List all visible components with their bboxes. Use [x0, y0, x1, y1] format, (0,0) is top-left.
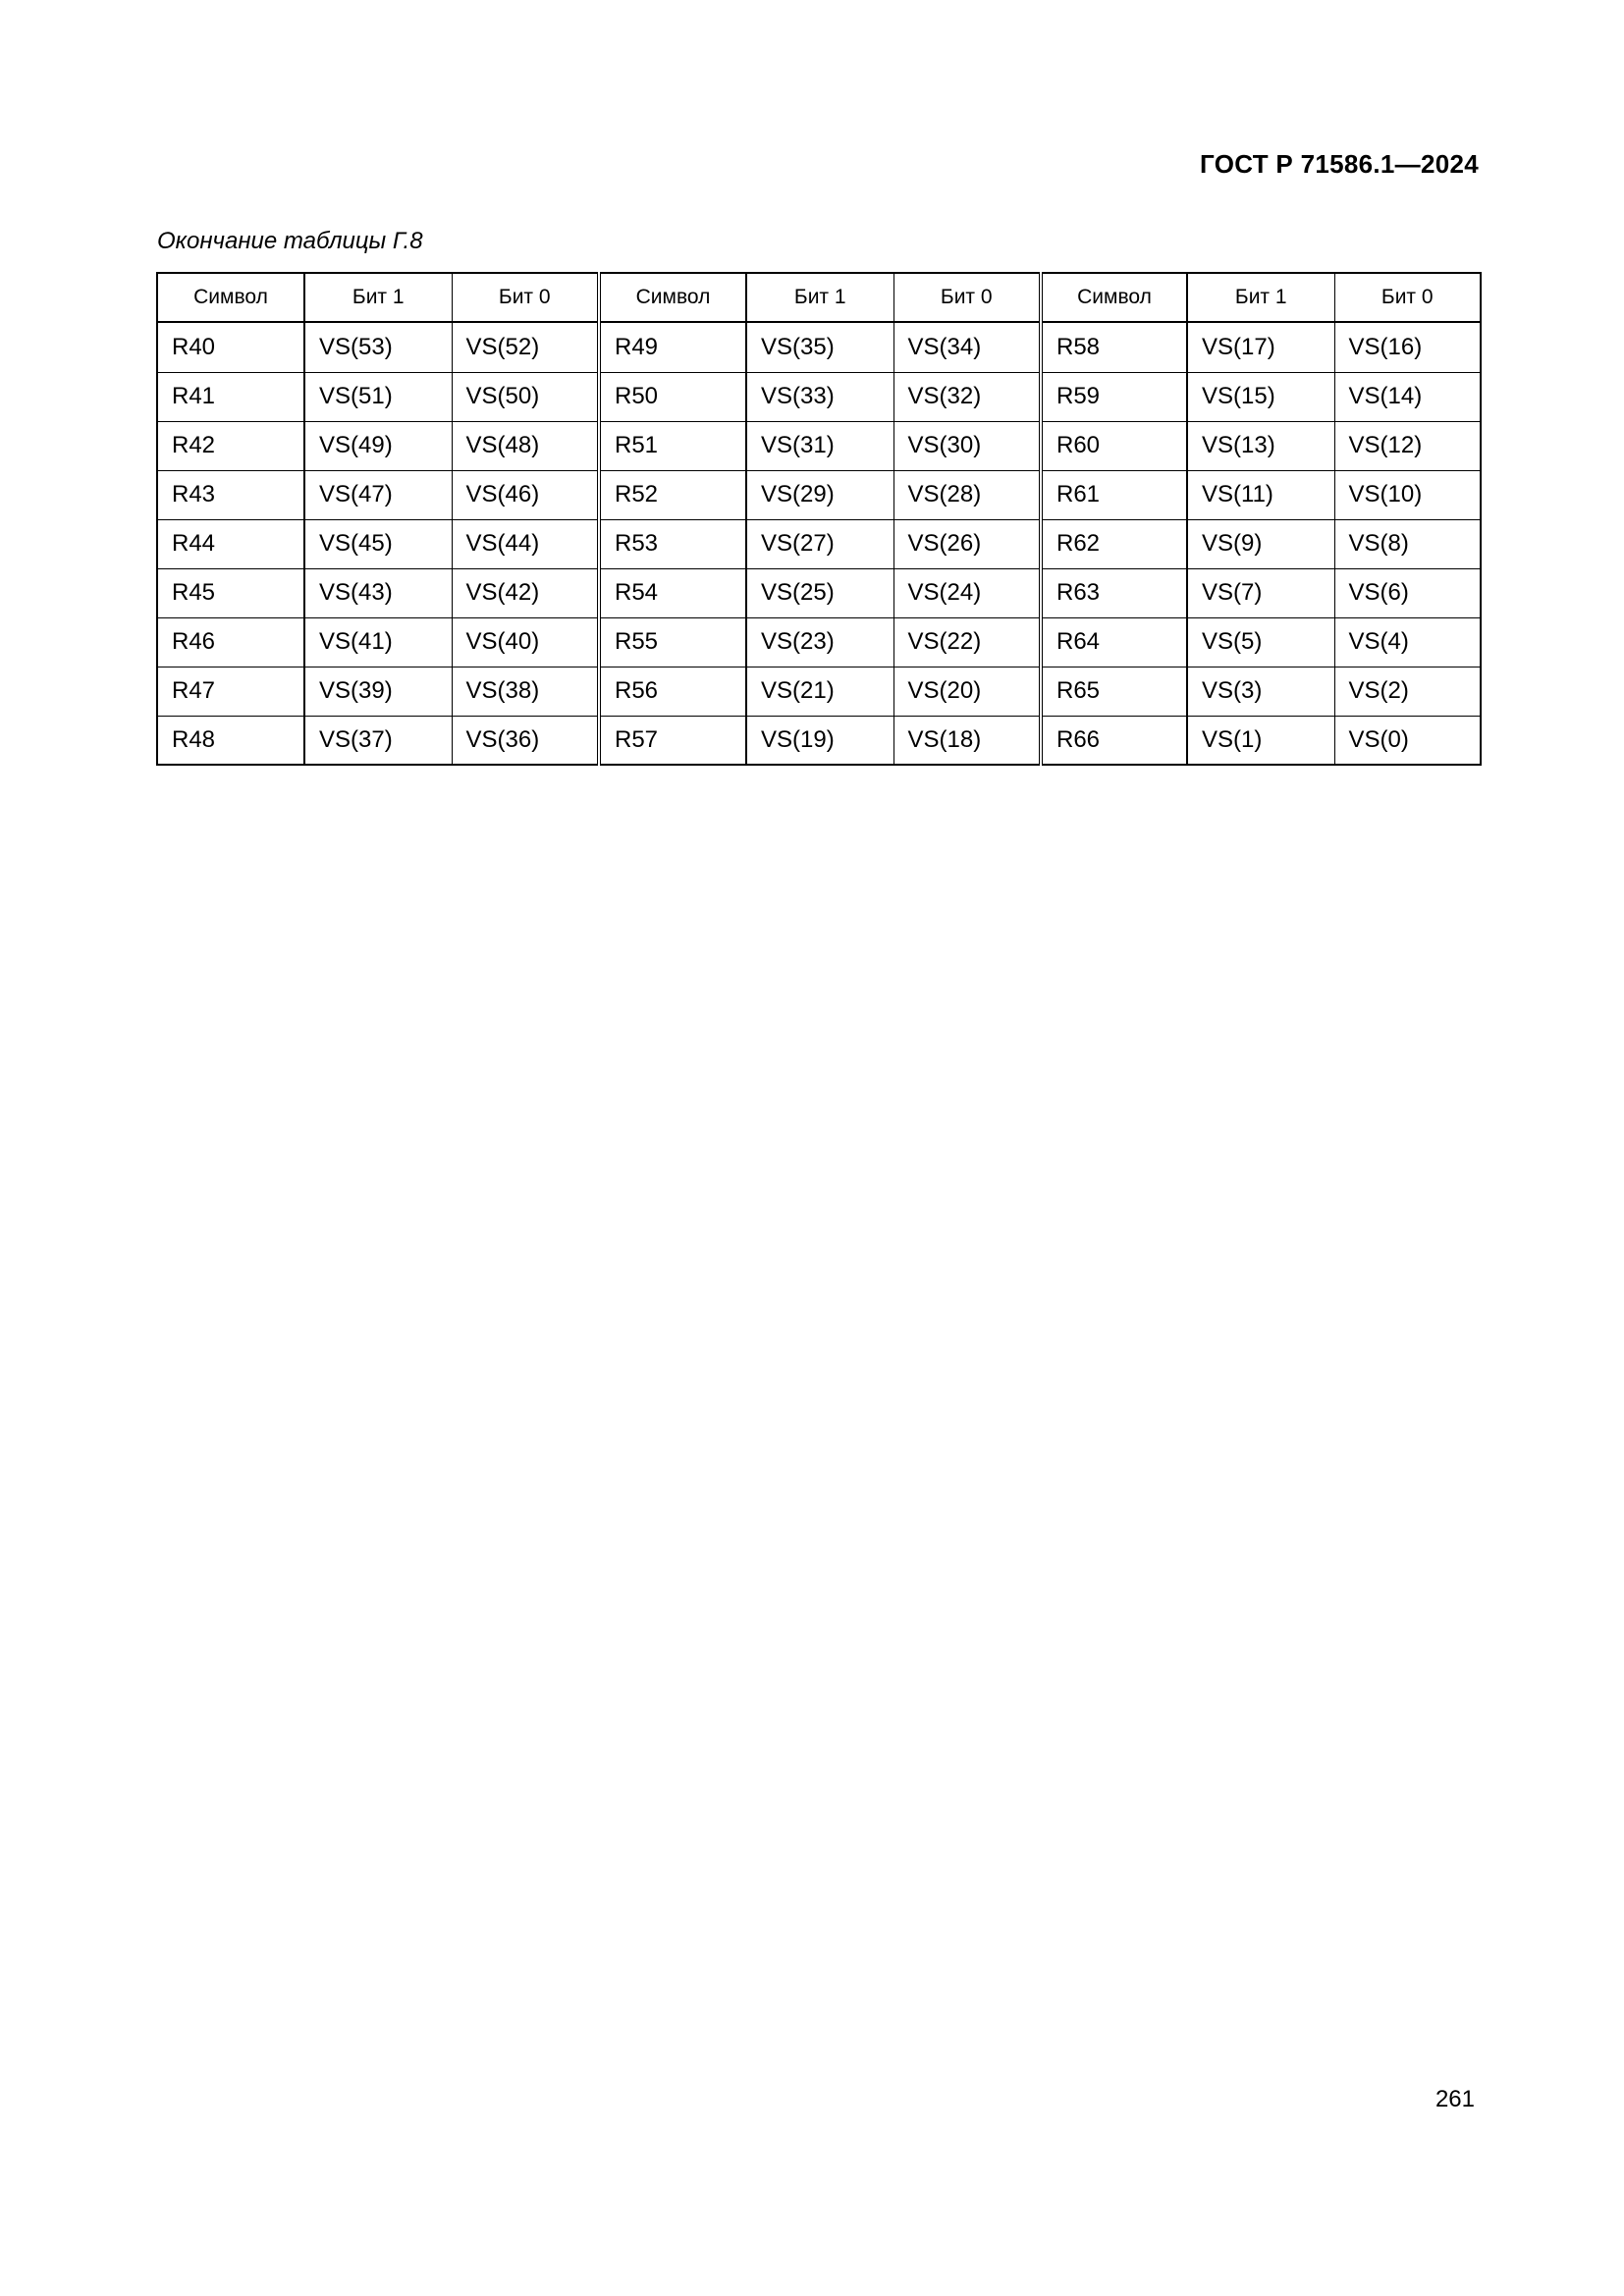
column-header: Бит 0 — [1334, 273, 1481, 322]
symbol-cell: R58 — [1041, 322, 1187, 372]
bit1-cell: VS(13) — [1187, 421, 1334, 470]
bit0-cell: VS(46) — [452, 470, 599, 519]
table-row — [157, 470, 1481, 519]
bit1-cell: VS(29) — [746, 470, 893, 519]
page-number: 261 — [1435, 2086, 1475, 2112]
bit0-cell: VS(28) — [893, 470, 1041, 519]
bit1-cell: VS(15) — [1187, 372, 1334, 421]
table-row — [157, 617, 1481, 667]
bit1-cell: VS(37) — [304, 716, 452, 765]
bit0-cell: VS(30) — [893, 421, 1041, 470]
symbol-cell: R50 — [599, 372, 746, 421]
bit0-cell: VS(12) — [1334, 421, 1481, 470]
table-body — [157, 322, 1481, 765]
bit1-cell: VS(45) — [304, 519, 452, 568]
symbol-cell: R65 — [1041, 667, 1187, 716]
symbol-cell: R63 — [1041, 568, 1187, 617]
table-row — [157, 568, 1481, 617]
bit1-cell: VS(1) — [1187, 716, 1334, 765]
column-header: Бит 0 — [893, 273, 1041, 322]
bit0-cell: VS(16) — [1334, 322, 1481, 372]
bit0-cell: VS(4) — [1334, 617, 1481, 667]
bit0-cell: VS(24) — [893, 568, 1041, 617]
document-code: ГОСТ Р 71586.1—2024 — [1200, 149, 1479, 179]
symbol-cell: R49 — [599, 322, 746, 372]
symbol-cell: R55 — [599, 617, 746, 667]
symbol-cell: R46 — [157, 617, 304, 667]
bit1-cell: VS(49) — [304, 421, 452, 470]
bit1-cell: VS(23) — [746, 617, 893, 667]
bit0-cell: VS(52) — [452, 322, 599, 372]
symbol-cell: R53 — [599, 519, 746, 568]
symbol-cell: R51 — [599, 421, 746, 470]
symbol-cell: R42 — [157, 421, 304, 470]
column-header: Символ — [599, 273, 746, 322]
bit0-cell: VS(42) — [452, 568, 599, 617]
bit1-cell: VS(43) — [304, 568, 452, 617]
bit1-cell: VS(47) — [304, 470, 452, 519]
bit1-cell: VS(3) — [1187, 667, 1334, 716]
table-row — [157, 519, 1481, 568]
bit0-cell: VS(38) — [452, 667, 599, 716]
table-header-row — [157, 273, 1481, 322]
symbol-cell: R62 — [1041, 519, 1187, 568]
symbol-cell: R48 — [157, 716, 304, 765]
symbol-cell: R64 — [1041, 617, 1187, 667]
bit0-cell: VS(50) — [452, 372, 599, 421]
symbol-cell: R45 — [157, 568, 304, 617]
bit1-cell: VS(21) — [746, 667, 893, 716]
bit0-cell: VS(0) — [1334, 716, 1481, 765]
bit0-cell: VS(18) — [893, 716, 1041, 765]
symbol-cell: R40 — [157, 322, 304, 372]
symbol-cell: R61 — [1041, 470, 1187, 519]
table-row — [157, 322, 1481, 372]
bit0-cell: VS(40) — [452, 617, 599, 667]
bit1-cell: VS(19) — [746, 716, 893, 765]
bit1-cell: VS(35) — [746, 322, 893, 372]
bit1-cell: VS(27) — [746, 519, 893, 568]
symbol-cell: R54 — [599, 568, 746, 617]
table-row — [157, 716, 1481, 765]
bit0-cell: VS(32) — [893, 372, 1041, 421]
symbol-cell: R60 — [1041, 421, 1187, 470]
column-header: Бит 1 — [746, 273, 893, 322]
symbol-cell: R66 — [1041, 716, 1187, 765]
bit0-cell: VS(36) — [452, 716, 599, 765]
bit0-cell: VS(8) — [1334, 519, 1481, 568]
bit1-cell: VS(25) — [746, 568, 893, 617]
bit0-cell: VS(34) — [893, 322, 1041, 372]
bit0-cell: VS(6) — [1334, 568, 1481, 617]
symbol-cell: R56 — [599, 667, 746, 716]
bit1-cell: VS(5) — [1187, 617, 1334, 667]
bit0-cell: VS(2) — [1334, 667, 1481, 716]
bit1-cell: VS(51) — [304, 372, 452, 421]
table-caption: Окончание таблицы Г.8 — [157, 228, 423, 254]
bit1-cell: VS(31) — [746, 421, 893, 470]
bit0-cell: VS(48) — [452, 421, 599, 470]
bit0-cell: VS(20) — [893, 667, 1041, 716]
column-header: Бит 0 — [452, 273, 599, 322]
encoding-table — [156, 272, 1482, 766]
column-header: Символ — [157, 273, 304, 322]
symbol-cell: R47 — [157, 667, 304, 716]
bit1-cell: VS(33) — [746, 372, 893, 421]
column-header: Символ — [1041, 273, 1187, 322]
bit1-cell: VS(17) — [1187, 322, 1334, 372]
symbol-cell: R41 — [157, 372, 304, 421]
symbol-cell: R44 — [157, 519, 304, 568]
bit1-cell: VS(9) — [1187, 519, 1334, 568]
symbol-cell: R43 — [157, 470, 304, 519]
bit1-cell: VS(11) — [1187, 470, 1334, 519]
bit0-cell: VS(44) — [452, 519, 599, 568]
bit1-cell: VS(7) — [1187, 568, 1334, 617]
bit1-cell: VS(39) — [304, 667, 452, 716]
column-header: Бит 1 — [1187, 273, 1334, 322]
symbol-cell: R52 — [599, 470, 746, 519]
symbol-cell: R57 — [599, 716, 746, 765]
table-row — [157, 421, 1481, 470]
symbol-cell: R59 — [1041, 372, 1187, 421]
bit0-cell: VS(14) — [1334, 372, 1481, 421]
bit0-cell: VS(26) — [893, 519, 1041, 568]
column-header: Бит 1 — [304, 273, 452, 322]
bit0-cell: VS(10) — [1334, 470, 1481, 519]
bit0-cell: VS(22) — [893, 617, 1041, 667]
table-row — [157, 667, 1481, 716]
table-row — [157, 372, 1481, 421]
bit1-cell: VS(53) — [304, 322, 452, 372]
bit1-cell: VS(41) — [304, 617, 452, 667]
